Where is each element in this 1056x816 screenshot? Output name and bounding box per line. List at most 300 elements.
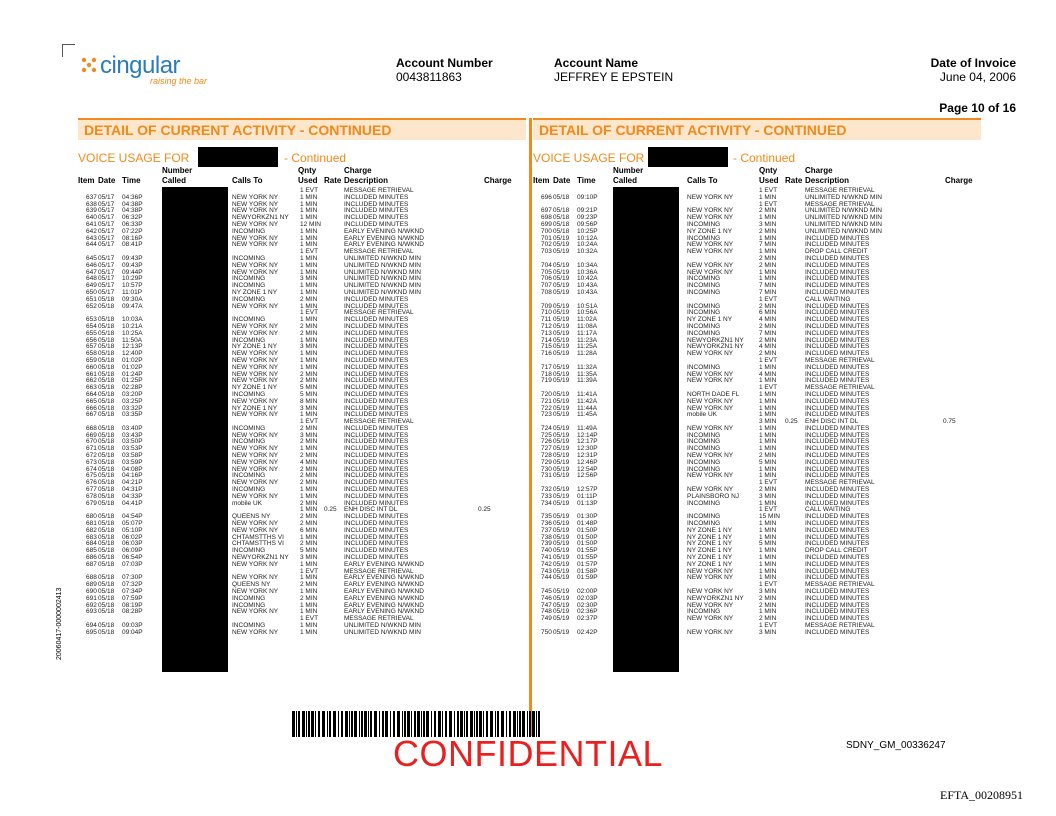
cell-qnty: 1 MIN <box>759 547 777 555</box>
cell-desc: ENH DISC INT DL <box>344 506 398 514</box>
usage-table <box>78 187 526 636</box>
cell-qnty: 1 MIN <box>300 622 318 629</box>
cell-date: 05/18 <box>98 350 115 358</box>
cell-calls-to: NEW YORK NY <box>232 431 279 439</box>
cell-desc: INCLUDED MINUTES <box>805 567 870 575</box>
cell-desc: CALL WAITING <box>805 295 851 303</box>
cell-item: 718 <box>541 370 552 378</box>
cell-desc: ENH DISC INT DL <box>805 418 859 426</box>
cell-item: 679 <box>86 499 97 507</box>
cell-calls-to: NEW YORK NY <box>232 329 279 337</box>
table-row <box>533 269 981 276</box>
cell-time: 11:08A <box>577 322 598 330</box>
cell-time: 09:43P <box>122 254 143 262</box>
barcode-bar <box>361 711 363 737</box>
cell-item: 729 <box>541 458 552 466</box>
cell-desc: INCLUDED MINUTES <box>805 343 870 351</box>
cell-item: 662 <box>86 377 97 385</box>
cell-calls-to: INCOMING <box>687 302 721 310</box>
table-row <box>533 255 981 262</box>
col-calls-to: Calls To <box>232 176 263 185</box>
cell-item: 742 <box>541 560 552 568</box>
cell-item: 701 <box>541 234 552 242</box>
cell-time: 12:17P <box>577 438 598 446</box>
cell-item: 686 <box>86 554 97 562</box>
cell-calls-to: NEWYORKZN1 NY <box>687 336 744 344</box>
table-row <box>78 398 526 405</box>
table-row <box>533 377 981 384</box>
cell-qnty: 1 MIN <box>300 241 318 249</box>
barcode-bar <box>354 711 357 737</box>
cell-calls-to: INCOMING <box>232 227 266 235</box>
cell-date: 05/18 <box>98 322 115 330</box>
cell-item: 696 <box>541 193 552 201</box>
cell-item: 709 <box>541 302 552 310</box>
cell-item: 657 <box>86 343 97 351</box>
table-row <box>533 581 981 588</box>
cell-desc: MESSAGE RETRIEVAL <box>805 622 875 629</box>
cell-desc: INCLUDED MINUTES <box>344 513 409 521</box>
cell-item: 648 <box>86 275 97 283</box>
cell-calls-to: INCOMING <box>232 547 266 555</box>
cell-desc: UNLIMITED N/WKND MIN <box>344 282 421 290</box>
cell-calls-to: NEW YORK NY <box>687 404 734 412</box>
table-row <box>533 228 981 235</box>
cell-qnty: 5 MIN <box>300 390 318 398</box>
cell-time: 07:03P <box>122 560 143 568</box>
cell-time: 11:44A <box>577 404 598 412</box>
cell-date: 05/18 <box>98 526 115 534</box>
cell-desc: UNLIMITED N/WKND MIN <box>344 268 421 276</box>
cell-time: 12:13P <box>122 343 143 351</box>
table-row <box>533 187 981 194</box>
cell-time: 12:30P <box>577 445 598 453</box>
cell-desc: INCLUDED MINUTES <box>344 384 409 392</box>
table-row <box>78 561 526 568</box>
cell-qnty: 1 MIN <box>300 227 318 235</box>
table-row <box>533 425 981 432</box>
cell-item: 741 <box>541 554 552 562</box>
cell-qnty: 1 EVT <box>759 187 778 194</box>
account-name-label: Account Name <box>554 56 639 70</box>
cell-desc: INCLUDED MINUTES <box>805 377 870 385</box>
cell-date: 05/19 <box>553 452 570 460</box>
barcode-bar <box>351 711 353 737</box>
cell-date: 05/19 <box>553 316 570 324</box>
cell-item: 736 <box>541 520 552 528</box>
table-row <box>533 602 981 609</box>
cell-calls-to: INCOMING <box>687 309 721 317</box>
cell-calls-to: NEW YORK NY <box>232 193 279 201</box>
table-row <box>533 574 981 581</box>
cell-qnty: 3 MIN <box>759 418 777 426</box>
cell-date: 05/18 <box>98 547 115 555</box>
cell-calls-to: NEW YORK NY <box>232 356 279 364</box>
cell-desc: INCLUDED MINUTES <box>805 438 870 446</box>
cell-calls-to: NEW YORK NY <box>687 248 734 256</box>
cell-date: 05/18 <box>98 608 115 616</box>
cell-qnty: 3 MIN <box>300 343 318 351</box>
cell-item: 747 <box>541 601 552 609</box>
cell-date: 05/18 <box>98 356 115 364</box>
cell-time: 01:55P <box>577 547 598 555</box>
cell-calls-to: INCOMING <box>687 234 721 242</box>
cell-calls-to: NEW YORK NY <box>232 526 279 534</box>
cell-qnty: 7 MIN <box>759 288 777 296</box>
cell-date: 05/19 <box>553 513 570 521</box>
cell-calls-to: NEW YORK NY <box>687 207 734 215</box>
cell-calls-to: NEW YORK NY <box>687 567 734 575</box>
cell-calls-to: NEW YORK NY <box>687 588 734 596</box>
cell-qnty: 2 MIN <box>300 472 318 480</box>
col-desc-1: Charge <box>344 166 372 175</box>
cell-qnty: 3 MIN <box>759 492 777 500</box>
table-row <box>78 411 526 418</box>
cell-qnty: 2 MIN <box>300 499 318 507</box>
cell-calls-to: INCOMING <box>232 316 266 324</box>
cell-qnty: 7 MIN <box>759 282 777 290</box>
cell-calls-to: NEW YORK NY <box>687 601 734 609</box>
cell-qnty: 3 MIN <box>759 628 777 636</box>
cell-date: 05/17 <box>98 261 115 269</box>
cell-item: 740 <box>541 547 552 555</box>
cell-qnty: 1 MIN <box>759 560 777 568</box>
cell-desc: INCLUDED MINUTES <box>805 594 870 602</box>
cell-desc: INCLUDED MINUTES <box>344 322 409 330</box>
cell-calls-to: INCOMING <box>232 275 266 283</box>
table-row <box>78 432 526 439</box>
voice-usage-prefix: VOICE USAGE FOR <box>78 151 190 165</box>
cell-item: 658 <box>86 350 97 358</box>
cell-qnty: 2 MIN <box>300 329 318 337</box>
cell-desc: INCLUDED MINUTES <box>344 295 409 303</box>
cell-date: 05/18 <box>98 486 115 494</box>
cell-desc: INCLUDED MINUTES <box>805 486 870 494</box>
cell-item: 641 <box>86 220 97 228</box>
cell-desc: INCLUDED MINUTES <box>344 526 409 534</box>
cell-qnty: 1 EVT <box>759 384 778 392</box>
cell-item: 707 <box>541 282 552 290</box>
cell-time: 11:32A <box>577 363 598 371</box>
cell-time: 12:14P <box>577 431 598 439</box>
cell-date: 05/19 <box>553 601 570 609</box>
cell-time: 02:03P <box>577 594 598 602</box>
cell-time: 03:32P <box>122 404 143 412</box>
cell-desc: INCLUDED MINUTES <box>344 350 409 358</box>
cell-qnty: 1 MIN <box>759 574 777 582</box>
cell-item: 720 <box>541 390 552 398</box>
cell-item: 733 <box>541 492 552 500</box>
cell-time: 12:54P <box>577 465 598 473</box>
cell-desc: MESSAGE RETRIEVAL <box>344 309 414 317</box>
cell-calls-to: INCOMING <box>232 254 266 262</box>
account-number: 0043811863 <box>396 70 462 84</box>
cell-date: 05/18 <box>98 594 115 602</box>
cell-item: 727 <box>541 445 552 453</box>
cell-qnty: 2 MIN <box>300 322 318 330</box>
cell-time: 03:53P <box>122 445 143 453</box>
cell-date: 05/18 <box>98 370 115 378</box>
cell-date: 05/17 <box>98 227 115 235</box>
cell-time: 02:36P <box>577 608 598 616</box>
table-row <box>78 323 526 330</box>
table-row <box>533 194 981 201</box>
cell-desc: INCLUDED MINUTES <box>344 479 409 487</box>
cell-qnty: 1 MIN <box>759 404 777 412</box>
cell-item: 700 <box>541 227 552 235</box>
cell-date: 05/19 <box>553 594 570 602</box>
cell-qnty: 1 MIN <box>300 486 318 494</box>
barcode-bar <box>329 711 331 737</box>
table-row <box>533 371 981 378</box>
col-rate: Rate <box>785 176 803 185</box>
cell-time: 02:37P <box>577 615 598 623</box>
cell-desc: MESSAGE RETRIEVAL <box>805 479 875 487</box>
cell-date: 05/18 <box>98 329 115 337</box>
cell-date: 05/18 <box>98 513 115 521</box>
cell-qnty: 2 MIN <box>300 295 318 303</box>
cell-calls-to: NY ZONE 1 NY <box>687 540 733 548</box>
column-divider <box>529 118 532 736</box>
cell-qnty: 1 MIN <box>300 560 318 568</box>
cell-item: 690 <box>86 588 97 596</box>
barcode-bar <box>379 711 380 737</box>
table-row <box>78 520 526 527</box>
cell-desc: INCLUDED MINUTES <box>805 628 870 636</box>
cell-qnty: 1 MIN <box>300 261 318 269</box>
cell-desc: MESSAGE RETRIEVAL <box>344 567 414 575</box>
cell-qnty: 2 MIN <box>300 424 318 432</box>
cell-calls-to: NEW YORK NY <box>232 377 279 385</box>
cell-qnty: 7 MIN <box>759 241 777 249</box>
table-row <box>533 466 981 473</box>
cell-item: 692 <box>86 601 97 609</box>
cell-date: 05/18 <box>98 601 115 609</box>
cell-time: 06:54P <box>122 554 143 562</box>
cell-desc: INCLUDED MINUTES <box>344 486 409 494</box>
voice-usage-suffix: - Continued <box>284 151 347 165</box>
cell-qnty: 2 MIN <box>759 594 777 602</box>
table-row <box>533 561 981 568</box>
cell-date: 05/17 <box>98 214 115 222</box>
cell-item: 699 <box>541 220 552 228</box>
cell-item: 712 <box>541 322 552 330</box>
table-row <box>533 296 981 303</box>
table-row <box>533 452 981 459</box>
cell-date: 05/18 <box>98 384 115 392</box>
cell-calls-to: NORTH DADE FL <box>687 390 740 398</box>
cell-time: 09:21P <box>577 207 598 215</box>
redaction-box <box>648 147 728 167</box>
cell-qnty: 2 MIN <box>300 520 318 528</box>
cell-qnty: 1 MIN <box>759 567 777 575</box>
cell-qnty: 3 MIN <box>759 588 777 596</box>
cell-calls-to: NEW YORK NY <box>687 370 734 378</box>
cell-desc: INCLUDED MINUTES <box>344 404 409 412</box>
cell-date: 05/18 <box>98 404 115 412</box>
cell-calls-to: INCOMING <box>232 601 266 609</box>
cell-qnty: 1 MIN <box>300 533 318 541</box>
cell-time: 10:36A <box>577 268 598 276</box>
cell-date: 05/17 <box>98 234 115 242</box>
table-row <box>533 527 981 534</box>
cell-item: 682 <box>86 526 97 534</box>
barcode-bar <box>349 711 350 737</box>
cell-desc: INCLUDED MINUTES <box>344 499 409 507</box>
cell-desc: INCLUDED MINUTES <box>805 350 870 358</box>
cell-item: 666 <box>86 404 97 412</box>
table-row <box>78 357 526 364</box>
table-row <box>533 289 981 296</box>
table-row <box>533 540 981 547</box>
cell-time: 11:23A <box>577 336 598 344</box>
cell-calls-to: NEW YORK NY <box>687 193 734 201</box>
cell-desc: UNLIMITED N/WKND MIN <box>344 275 421 283</box>
cell-qnty: 1 MIN <box>759 445 777 453</box>
col-qnty-2: Used <box>759 176 779 185</box>
cell-date: 05/19 <box>553 248 570 256</box>
cell-qnty: 12 MIN <box>300 220 321 228</box>
cell-time: 10:25P <box>577 227 598 235</box>
cell-item: 715 <box>541 343 552 351</box>
cell-qnty: 2 MIN <box>759 254 777 262</box>
cell-time: 02:28P <box>122 384 143 392</box>
cell-item: 725 <box>541 431 552 439</box>
cell-date: 05/19 <box>553 288 570 296</box>
cell-calls-to: NEW YORK NY <box>232 220 279 228</box>
cell-qnty: 1 MIN <box>300 200 318 208</box>
cell-qnty: 2 MIN <box>759 227 777 235</box>
cell-desc: MESSAGE RETRIEVAL <box>344 248 414 256</box>
cell-qnty: 1 MIN <box>759 438 777 446</box>
cell-date: 05/18 <box>98 397 115 405</box>
cell-qnty: 1 MIN <box>759 431 777 439</box>
barcode-bar <box>315 711 316 737</box>
cell-date: 05/19 <box>553 431 570 439</box>
table-row <box>78 194 526 201</box>
cell-calls-to: NEW YORK NY <box>232 350 279 358</box>
cell-calls-to: NY ZONE 1 NY <box>232 404 278 412</box>
cell-date: 05/18 <box>98 458 115 466</box>
cell-item: 654 <box>86 322 97 330</box>
cell-time: 03:35P <box>122 411 143 419</box>
cell-time: 01:57P <box>577 560 598 568</box>
cell-date: 05/18 <box>98 520 115 528</box>
cell-date: 05/17 <box>98 220 115 228</box>
table-row <box>78 235 526 242</box>
barcode-bar <box>385 711 388 737</box>
cell-desc: INCLUDED MINUTES <box>344 220 409 228</box>
cell-calls-to: mobile UK <box>687 411 717 419</box>
table-row <box>78 500 526 507</box>
cell-desc: MESSAGE RETRIEVAL <box>805 581 875 589</box>
cell-item: 672 <box>86 452 97 460</box>
barcode-bar <box>345 711 348 737</box>
cell-item: 684 <box>86 540 97 548</box>
cell-date: 05/19 <box>553 486 570 494</box>
cell-item: 705 <box>541 268 552 276</box>
cell-date: 05/19 <box>553 424 570 432</box>
cell-qnty: 1 MIN <box>300 282 318 290</box>
cell-qnty: 1 EVT <box>759 295 778 303</box>
cell-qnty: 8 MIN <box>300 397 318 405</box>
cell-qnty: 2 MIN <box>759 302 777 310</box>
cell-desc: INCLUDED MINUTES <box>344 452 409 460</box>
cell-desc: INCLUDED MINUTES <box>344 492 409 500</box>
cell-qnty: 4 MIN <box>759 370 777 378</box>
col-qnty-1: Qnty <box>759 166 778 175</box>
cell-item: 638 <box>86 200 97 208</box>
table-row <box>533 615 981 622</box>
cell-date: 05/19 <box>553 628 570 636</box>
cell-item: 732 <box>541 486 552 494</box>
cell-desc: INCLUDED MINUTES <box>344 356 409 364</box>
cell-desc: INCLUDED MINUTES <box>805 554 870 562</box>
cell-desc: EARLY EVENING N/WKND <box>344 588 424 596</box>
table-row <box>78 595 526 602</box>
cell-date: 05/18 <box>98 336 115 344</box>
cell-desc: MESSAGE RETRIEVAL <box>805 187 875 194</box>
table-row <box>533 221 981 228</box>
cell-desc: INCLUDED MINUTES <box>805 588 870 596</box>
table-row <box>533 411 981 418</box>
cell-date: 05/18 <box>98 363 115 371</box>
cell-item: 653 <box>86 316 97 324</box>
cell-time: 07:34P <box>122 588 143 596</box>
cell-time: 11:25A <box>577 343 598 351</box>
cell-item: 642 <box>86 227 97 235</box>
cell-desc: INCLUDED MINUTES <box>805 329 870 337</box>
col-item: Item <box>78 176 95 185</box>
cell-item: 673 <box>86 458 97 466</box>
table-row <box>533 248 981 255</box>
barcode-bar <box>359 711 360 737</box>
cell-item: 681 <box>86 520 97 528</box>
cell-time: 09:03P <box>122 622 143 629</box>
cell-date: 05/17 <box>98 200 115 208</box>
table-row <box>78 384 526 391</box>
cell-date: 05/18 <box>98 554 115 562</box>
cell-calls-to: INCOMING <box>232 622 266 629</box>
cell-time: 01:50P <box>577 540 598 548</box>
table-row <box>78 364 526 371</box>
table-row <box>533 316 981 323</box>
cell-calls-to: NEW YORK NY <box>687 424 734 432</box>
cell-qnty: 2 MIN <box>759 336 777 344</box>
cell-time: 05:07P <box>122 520 143 528</box>
cell-time: 12:56P <box>577 472 598 480</box>
cell-qnty: 2 MIN <box>300 540 318 548</box>
corner-mark <box>62 44 75 57</box>
invoice-date: June 04, 2006 <box>939 70 1016 84</box>
table-row <box>533 391 981 398</box>
table-row <box>78 221 526 228</box>
cell-time: 04:36P <box>122 193 143 201</box>
cell-desc: INCLUDED MINUTES <box>805 261 870 269</box>
cell-qnty: 1 MIN <box>300 356 318 364</box>
cell-calls-to: INCOMING <box>687 329 721 337</box>
cell-date: 05/18 <box>98 540 115 548</box>
barcode-bar <box>364 711 367 737</box>
cell-qnty: 1 MIN <box>759 533 777 541</box>
cell-qnty: 1 MIN <box>300 234 318 242</box>
table-row <box>78 309 526 316</box>
cell-desc: UNLIMITED N/WKND MIN <box>805 193 882 201</box>
cell-item: 644 <box>86 241 97 249</box>
cell-qnty: 1 MIN <box>759 520 777 528</box>
cell-date: 05/18 <box>553 193 570 201</box>
table-row <box>533 622 981 629</box>
